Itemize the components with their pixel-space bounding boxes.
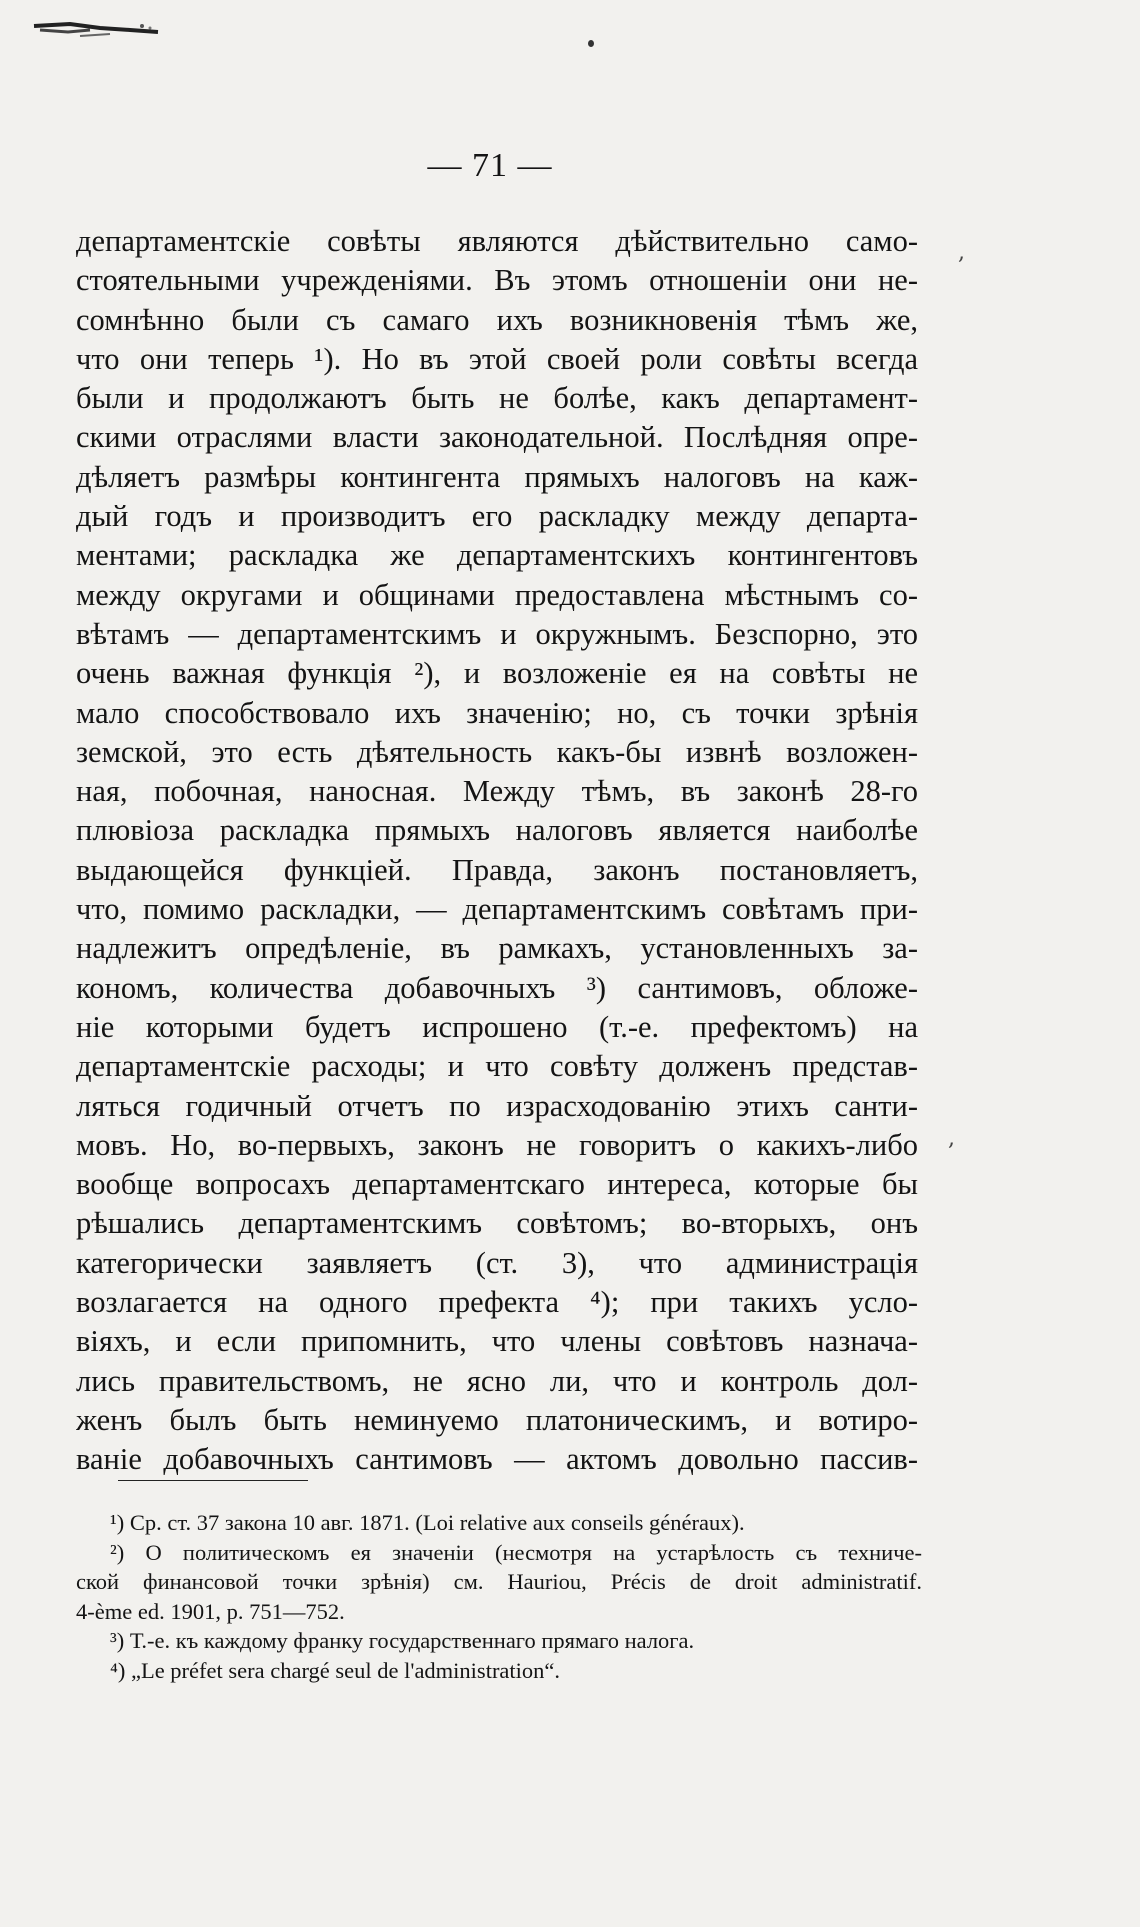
text-line: стоятельными учрежденіями. Въ этомъ отношеніи они не- <box>76 263 918 298</box>
text-line: ляться годичный отчетъ по израсходованію этихъ санти- <box>76 1088 918 1123</box>
margin-tick-icon: , <box>948 1126 955 1151</box>
footnote-3: ³) Т.-е. къ каждому франку государственнаго прямаго налога. <box>110 1628 695 1654</box>
text-line: надлежитъ опредѣленіе, въ рамкахъ, установленныхъ за- <box>76 931 918 966</box>
text-line: мало способствовало ихъ значенію; но, съ точки зрѣнія <box>76 695 918 730</box>
text-line: дѣляетъ размѣры контингента прямыхъ налоговъ на каж- <box>76 459 918 494</box>
text-line: кономъ, количества добавочныхъ ³) сантимовъ, обложе- <box>76 970 918 1005</box>
text-line: выдающейся функціей. Правда, законъ постановляетъ, <box>76 852 918 887</box>
text-line: ментами; раскладка же департаментскихъ контингентовъ <box>76 538 918 573</box>
scan-smudge-icon <box>30 18 160 42</box>
footnote-4: ⁴) „Le préfet sera chargé seul de l'administration“. <box>110 1657 561 1683</box>
text-line: лись правительствомъ, не ясно ли, что и контроль дол- <box>76 1363 918 1398</box>
footnote-1: ¹) Ср. ст. 37 закона 10 авг. 1871. (Loi relative aux conseils généraux). <box>110 1510 745 1535</box>
text-line: скими отраслями власти законодательной. Послѣдняя опре- <box>76 420 918 455</box>
text-line: мовъ. Но, во-первыхъ, законъ не говоритъ о какихъ-либо <box>76 1127 918 1162</box>
footnote-2-continuation: 4-ème ed. 1901, p. 751—752. <box>76 1598 345 1624</box>
text-line: департаментскіе совѣты являются дѣйствительно само- <box>76 224 918 258</box>
text-line: ніе которыми будетъ испрошено (т.-е. префектомъ) на <box>76 1009 918 1044</box>
margin-tick-icon: , <box>958 240 965 265</box>
ink-dot-icon <box>588 40 594 47</box>
footnote-2-continuation: ской финансовой точки зрѣнія) см. Hauriou, Précis de droit administratif. <box>76 1569 922 1595</box>
text-line: что они теперь ¹). Но въ этой своей роли совѣты всегда <box>76 341 918 376</box>
main-text <box>76 222 918 1480</box>
page-number: — 71 — <box>427 147 553 184</box>
text-line: дый годъ и производитъ его раскладку между департа- <box>76 499 918 534</box>
text-line: департаментскіе расходы; и что совѣту долженъ представ- <box>76 1049 918 1084</box>
text-line: возлагается на одного префекта ⁴); при такихъ усло- <box>76 1285 918 1320</box>
text-line: женъ былъ быть неминуемо платоническимъ, и вотиро- <box>76 1402 918 1437</box>
text-line: между округами и общинами предоставлена мѣстнымъ со- <box>76 577 918 612</box>
footnote-2: ²) О политическомъ ея значеніи (несмотря на устарѣлость съ техниче- <box>110 1539 922 1565</box>
text-line: земской, это есть дѣятельность какъ-бы извнѣ возложен- <box>76 734 918 769</box>
text-line: рѣшались департаментскимъ совѣтомъ; во-вторыхъ, онъ <box>76 1206 918 1241</box>
text-line: віяхъ, и если припомнить, что члены совѣтовъ назнача- <box>76 1324 918 1359</box>
text-line: были и продолжаютъ быть не болѣе, какъ департамент- <box>76 381 918 416</box>
footnote-divider <box>118 1480 308 1481</box>
text-line: очень важная функція ²), и возложеніе ея на совѣты не <box>76 656 918 691</box>
text-line: вообще вопросахъ департаментскаго интереса, которые бы <box>76 1167 918 1202</box>
text-line: сомнѣнно были съ самаго ихъ возникновенія тѣмъ же, <box>76 302 918 337</box>
text-line: плювіоза раскладка прямыхъ налоговъ является наиболѣе <box>76 813 918 848</box>
text-line: вѣтамъ — департаментскимъ и окружнымъ. Безспорно, это <box>76 616 918 651</box>
footnotes <box>76 1508 922 1686</box>
text-line: что, помимо раскладки, — департаментскимъ совѣтамъ при- <box>76 892 918 927</box>
text-line: категорически заявляетъ (ст. 3), что администрація <box>76 1245 918 1280</box>
text-line: ная, побочная, наносная. Между тѣмъ, въ законѣ 28-го <box>76 774 918 809</box>
text-line: ваніе добавочныхъ сантимовъ — актомъ довольно пассив- <box>76 1442 918 1477</box>
